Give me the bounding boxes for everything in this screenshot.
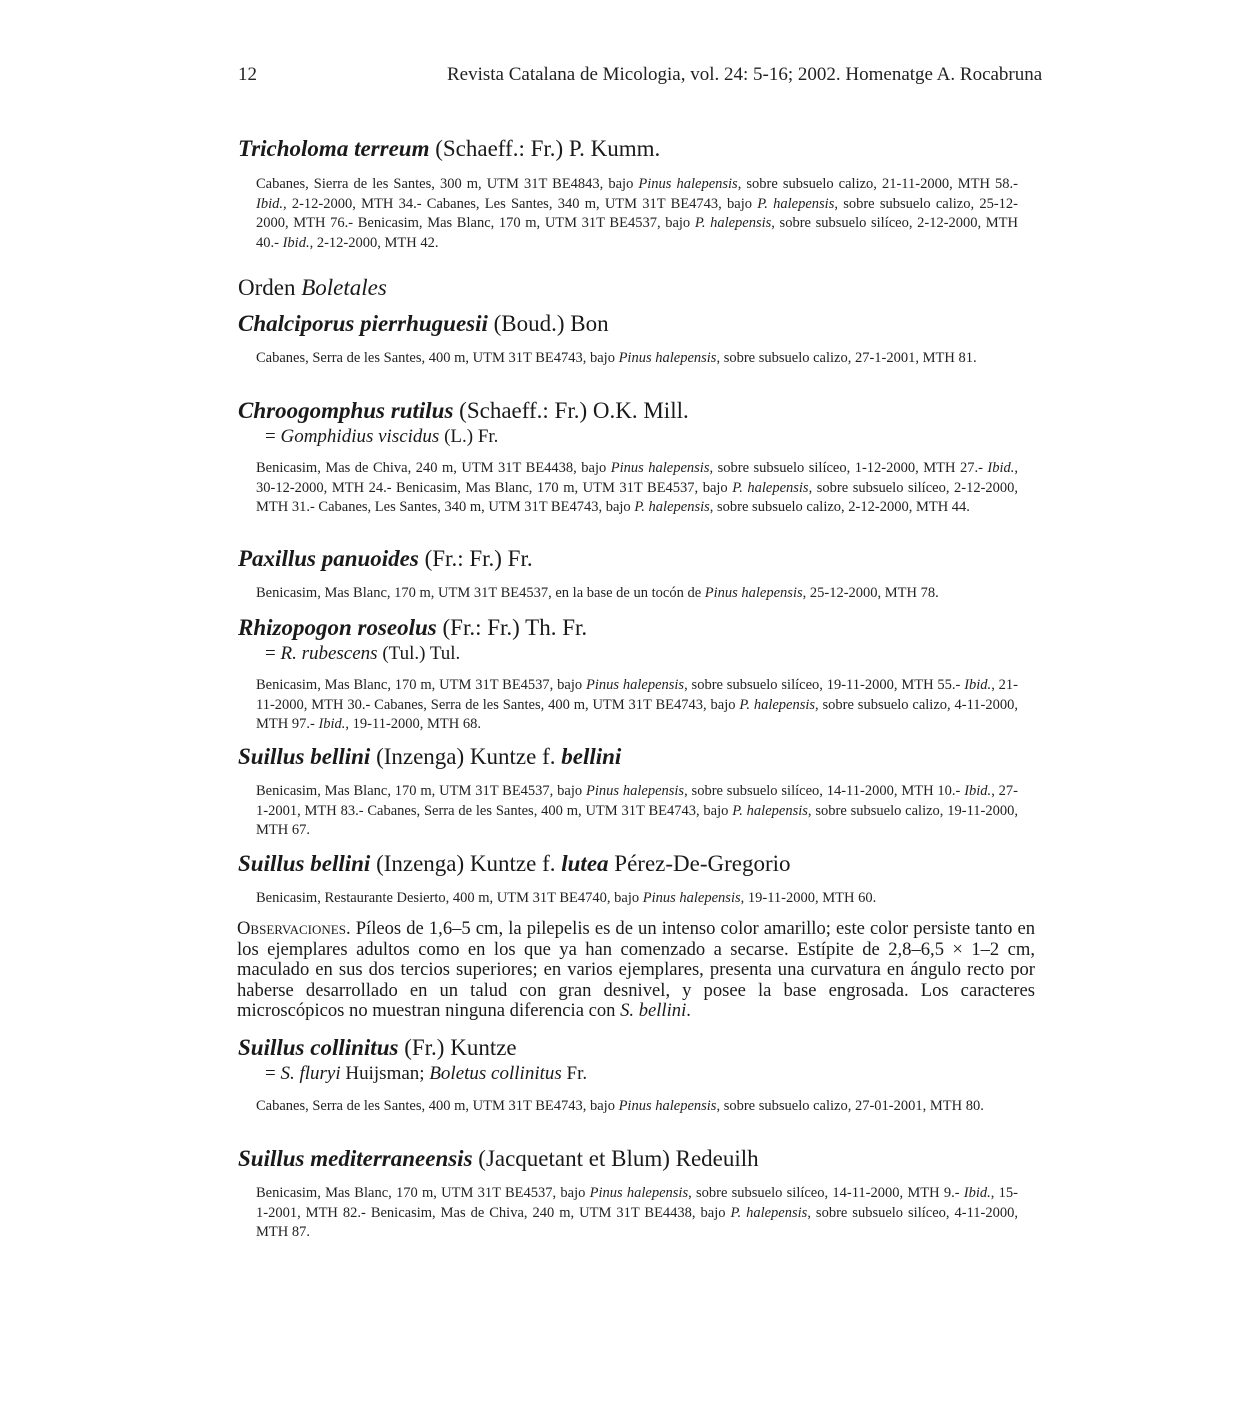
observations-label: Observaciones [237,918,346,939]
citation: Cabanes, Sierra de les Santes, 300 m, UTM 31T BE4843, bajo Pinus halepensis, sobre subsuelo calizo, 21-11-2000, MTH 58.- Ibid., 2-12-2000, MTH 34.- Cabanes, Les Santes, 340 m, UTM 31T BE4743, bajo P. halepensis, sobre subsuelo calizo, 25-12-2000, MTH 76.- Benicasim, Mas Blanc, 170 m, UTM 31T BE4537, bajo P. halepensis, sobre subsuelo silíceo, 2-12-2000, MTH 40.- Ibid., 2-12-2000, MTH 42. [256,176,1019,251]
species-name: Chroogomphus rutilus [238,398,454,423]
species-author: (Inzenga) Kuntze f. [376,744,562,769]
citation: Benicasim, Mas Blanc, 170 m, UTM 31T BE4537, bajo Pinus halepensis, sobre subsuelo silíceo, 14-11-2000, MTH 10.- Ibid., 27-1-2001, MTH 83.- Cabanes, Serra de les Santes, 400 m, UTM 31T BE4743, bajo P. halepensis, sobre subsuelo calizo, 19-11-2000, MTH 67. [256,783,1018,838]
species-heading [238,398,689,424]
species-heading [238,744,621,770]
species-author: (Jacquetant et Blum) Redeuilh [478,1146,759,1171]
species-name: Paxillus panuoides [238,546,419,571]
species-author: (Fr.: Fr.) Fr. [424,546,533,571]
form-name: lutea [561,851,609,876]
species-heading [238,546,533,572]
species-heading [238,1035,517,1061]
citation: Benicasim, Restaurante Desierto, 400 m, UTM 31T BE4740, bajo Pinus halepensis, 19-11-2000, MTH 60. [256,890,877,906]
citation: Benicasim, Mas de Chiva, 240 m, UTM 31T BE4438, bajo Pinus halepensis, sobre subsuelo silíceo, 1-12-2000, MTH 27.- Ibid., 30-12-2000, MTH 24.- Benicasim, Mas Blanc, 170 m, UTM 31T BE4537, bajo P. halepensis, sobre subsuelo silíceo, 2-12-2000, MTH 31.- Cabanes, Les Santes, 340 m, UTM 31T BE4743, bajo P. halepensis, sobre subsuelo calizo, 2-12-2000, MTH 44. [256,460,1019,515]
citation: Benicasim, Mas Blanc, 170 m, UTM 31T BE4537, bajo Pinus halepensis, sobre subsuelo silíceo, 14-11-2000, MTH 9.- Ibid., 15-1-2001, MTH 82.- Benicasim, Mas de Chiva, 240 m, UTM 31T BE4438, bajo P. halepensis, sobre subsuelo silíceo, 4-11-2000, MTH 87. [256,1185,1018,1240]
species-author: (Schaeff.: Fr.) P. Kumm. [435,136,661,161]
species-name: Suillus collinitus [238,1035,399,1060]
citation: Cabanes, Serra de les Santes, 400 m, UTM 31T BE4743, bajo Pinus halepensis, sobre subsuelo calizo, 27-01-2001, MTH 80. [256,1098,984,1114]
species-author: (Inzenga) Kuntze f. [376,851,562,876]
species-author: (Boud.) Bon [493,311,609,336]
species-author: (Fr.) Kuntze [404,1035,517,1060]
species-name: Suillus mediterraneensis [238,1146,473,1171]
citation: Cabanes, Serra de les Santes, 400 m, UTM 31T BE4743, bajo Pinus halepensis, sobre subsuelo calizo, 27-1-2001, MTH 81. [256,350,977,366]
citation: Benicasim, Mas Blanc, 170 m, UTM 31T BE4537, bajo Pinus halepensis, sobre subsuelo silíceo, 19-11-2000, MTH 55.- Ibid., 21-11-2000, MTH 30.- Cabanes, Serra de les Santes, 400 m, UTM 31T BE4743, bajo P. halepensis, sobre subsuelo calizo, 4-11-2000, MTH 97.- Ibid., 19-11-2000, MTH 68. [256,677,1019,732]
order-heading: Orden Boletales [238,275,387,300]
form-name: bellini [561,744,622,769]
species-heading [238,136,660,162]
species-author: (Schaeff.: Fr.) O.K. Mill. [459,398,689,423]
observations-paragraph: Observaciones. Píleos de 1,6–5 cm, la pilepelis es de un intenso color amarillo; este color persiste tanto en los ejemplares adultos como en los que ya han comenzado a secarse. Estípite de 2,8–6,5 × 1–2 cm, maculado en sus dos tercios superiores; en varios ejemplares, presenta una curvatura en ángulo recto por haberse desarrollado en un talud con gran desnivel, y posee la base engrosada. Los caracteres microscópicos no muestran ninguna diferencia con S. bellini. [237,918,1035,1022]
form-author: Pérez-De-Gregorio [608,851,791,876]
running-title: Revista Catalana de Micologia, vol. 24: 5-16; 2002. Homenatge A. Rocabruna [447,64,1043,85]
synonym: = Gomphidius viscidus (L.) Fr. [265,426,499,447]
species-name: Chalciporus pierrhuguesii [238,311,488,336]
species-heading [238,851,791,877]
page-number: 12 [238,64,257,85]
species-heading [238,1146,759,1172]
synonym: = R. rubescens (Tul.) Tul. [265,643,461,664]
species-name: Tricholoma terreum [238,136,430,161]
synonym: = S. fluryi Huijsman; Boletus collinitus Fr. [265,1063,588,1084]
species-heading [238,311,609,337]
citation: Benicasim, Mas Blanc, 170 m, UTM 31T BE4537, en la base de un tocón de Pinus halepensis, 25-12-2000, MTH 78. [256,585,939,601]
species-name: Suillus bellini [238,744,371,769]
species-name: Rhizopogon roseolus [238,615,437,640]
species-author: (Fr.: Fr.) Th. Fr. [442,615,588,640]
species-name: Suillus bellini [238,851,371,876]
species-heading [238,615,587,641]
